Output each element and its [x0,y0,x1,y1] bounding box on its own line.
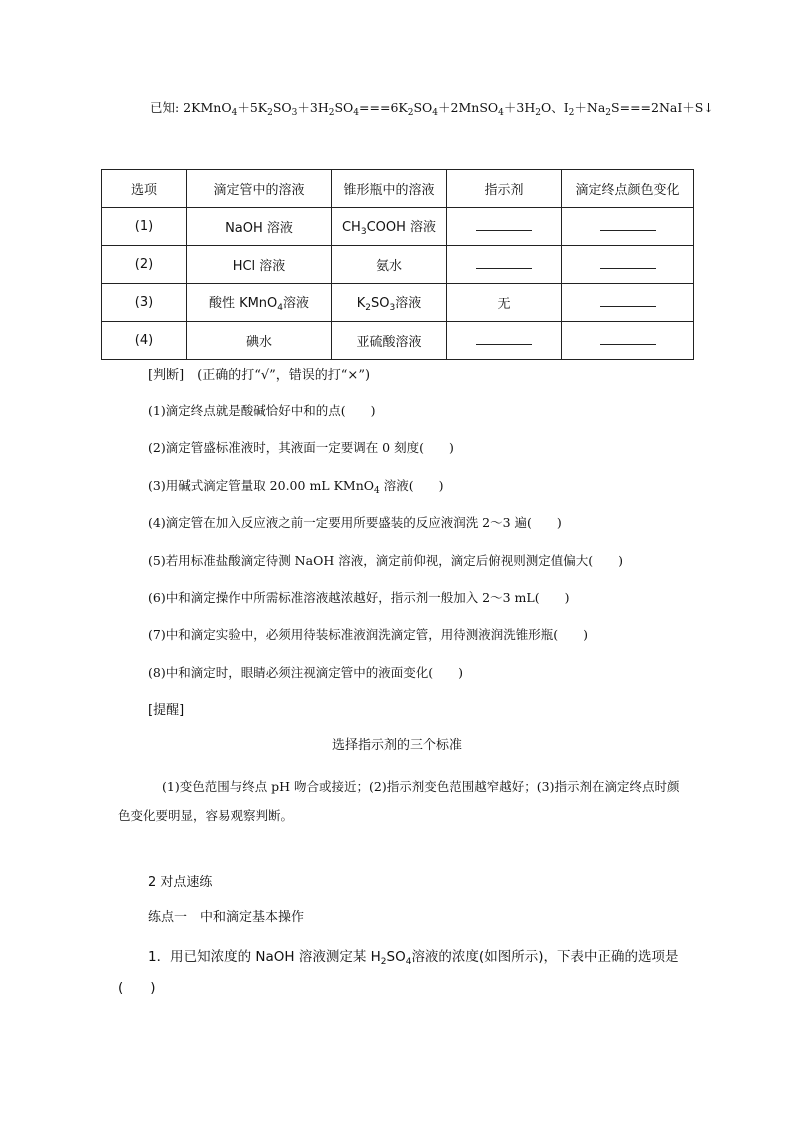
header-indicator: 指示剂 [447,170,562,208]
cell-flask: $K_2SO_3$溶液 [332,284,447,322]
cell-indicator-blank [447,246,562,284]
table-row [102,284,694,322]
answer-blank [476,256,532,269]
cell-burette: NaOH 溶液 [187,208,332,246]
answer-blank [600,332,656,345]
judge-item-2: (2)滴定管盛标准液时，其液面一定要调在 0 刻度( ) [148,440,454,455]
cell-flask: 亚硫酸溶液 [332,322,447,360]
judge-item-7: (7)中和滴定实验中，必须用待装标准液润洗滴定管，用待测液润洗锥形瓶( ) [148,627,588,642]
header-burette: 滴定管中的溶液 [187,170,332,208]
tip-title: 选择指示剂的三个标准 [331,738,462,753]
cell-burette: 酸性 KMnO$_4$溶液 [187,284,332,322]
section-title: 2 对点速练 [148,875,213,890]
answer-blank [476,332,532,345]
cell-indicator: 无 [447,284,562,322]
cell-option: (4) [102,322,187,360]
table-row [102,246,694,284]
judge-item-8: (8)中和滴定时，眼睛必须注视滴定管中的液面变化( ) [148,665,463,680]
cell-option: (1) [102,208,187,246]
question-1: 1．用已知浓度的 NaOH 溶液测定某 $H_2SO_4$溶液的浓度(如图所示)，下表中正确的选项是( ) [118,949,679,996]
answer-blank [600,218,656,231]
cell-burette: 碘水 [187,322,332,360]
cell-color-blank [562,322,694,360]
judge-item-1: (1)滴定终点就是酸碱恰好中和的点( ) [148,403,376,418]
table-header-row [102,170,694,208]
cell-option: (3) [102,284,187,322]
header-color-change: 滴定终点颜色变化 [562,170,694,208]
judge-item-4: (4)滴定管在加入反应液之前一定要用所要盛装的反应液润洗 2～3 遍( ) [148,515,562,530]
cell-color-blank [562,284,694,322]
titration-table [101,169,694,360]
table-row [102,208,694,246]
given-equation: 已知: $2KMnO_4+5K_2SO_3+3H_2SO_4===6K_2SO_4+2MnSO_4+3H_2O$、$I_2+Na_2S===2NaI+S↓$ [150,100,714,118]
table-row [102,322,694,360]
judge-item-6: (6)中和滴定操作中所需标准溶液越浓越好，指示剂一般加入 2～3 mL( ) [148,590,570,605]
cell-flask: $CH_3COOH$ 溶液 [332,208,447,246]
tip-label: [提醒] [148,703,185,718]
answer-blank [600,256,656,269]
judge-item-3: (3)用碱式滴定管量取 20.00 mL KMnO$_4$ 溶液( ) [148,478,444,496]
cell-color-blank [562,208,694,246]
cell-indicator-blank [447,322,562,360]
tip-paragraph: (1)变色范围与终点 pH 吻合或接近；(2)指示剂变色范围越窄越好；(3)指示剂在滴定终点时颜色变化要明显，容易观察判断。 [118,779,680,823]
header-option: 选项 [102,170,187,208]
cell-indicator-blank [447,208,562,246]
judge-heading: [判断] (正确的打“√”，错误的打“×”) [148,368,371,383]
cell-option: (2) [102,246,187,284]
drill-heading: 练点一 中和滴定基本操作 [148,910,305,925]
cell-burette: HCl 溶液 [187,246,332,284]
judge-item-5: (5)若用标准盐酸滴定待测 NaOH 溶液，滴定前仰视，滴定后俯视则测定值偏大( ) [148,553,623,568]
answer-blank [476,218,532,231]
cell-flask: 氨水 [332,246,447,284]
answer-blank [600,294,656,307]
header-flask: 锥形瓶中的溶液 [332,170,447,208]
cell-color-blank [562,246,694,284]
